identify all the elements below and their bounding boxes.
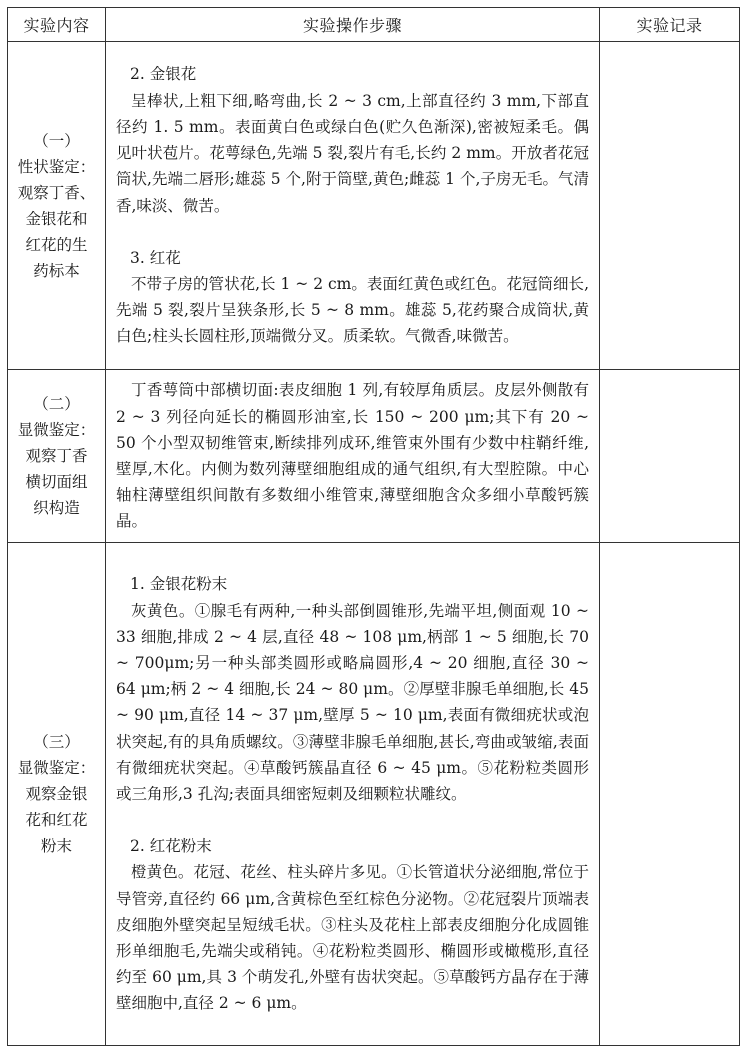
section-text: 呈棒状,上粗下细,略弯曲,长 2 ~ 3 cm,上部直径约 3 mm,下部直径约 1. 5 mm。表面黄白色或绿白色(贮久色渐深),密被短柔毛。偶见叶状苞片。花萼绿色,先端 5 裂,裂片有毛,长约 2 mm。开放者花冠筒状,先端二唇形;雄蕊 5 个,附于筒壁,黄色;雌蕊 1 个,子房无毛。气清香,味淡、微苦。 (116, 91, 589, 215)
row-label (8, 543, 106, 1046)
steps-cell (106, 370, 600, 543)
table-row (8, 370, 740, 543)
record-cell[interactable] (600, 370, 740, 543)
header-content: 实验内容 (8, 8, 106, 42)
section-title: 2. 金银花 (130, 65, 197, 84)
section-text: 不带子房的管状花,长 1 ~ 2 cm。表面红黄色或红色。花冠筒细长,先端 5 裂,裂片呈狭条形,长 5 ~ 8 mm。雄蕊 5,花药聚合成筒状,黄白色;柱头长圆柱形,顶端微分叉。质柔软。气微香,味微苦。 (116, 274, 589, 346)
section-title: 3. 红花 (130, 248, 181, 267)
steps-cell (106, 42, 600, 370)
row-label (8, 42, 106, 370)
table-row (8, 543, 740, 1046)
section-text: 橙黄色。花冠、花丝、柱头碎片多见。①长管道状分泌细胞,常位于导管旁,直径约 66 μm,含黄棕色至红棕色分泌物。②花冠裂片顶端表皮细胞外壁突起呈短绒毛状。③柱头及花柱上部表皮细胞分化成圆锥形单细胞毛,先端尖或稍钝。④花粉粒类圆形、椭圆形或橄榄形,直径约至 60 μm,具 3 个萌发孔,外壁有齿状突起。⑤草酸钙方晶存在于薄壁细胞中,直径 2 ~ 6 μm。 (116, 863, 589, 1013)
record-cell[interactable] (600, 543, 740, 1046)
row-label-text: （一） 性状鉴定： 观察丁香、 金银花和 红花的生 药标本 (17, 131, 96, 280)
section-text: 灰黄色。①腺毛有两种,一种头部倒圆锥形,先端平坦,侧面观 10 ~ 33 细胞,排成 2 ~ 4 层,直径 48 ~ 108 μm,柄部 1 ~ 5 细胞,长 70 ~ 700μm;另一种头部类圆形或略扁圆形,4 ~ 20 细胞,直径 30 ~ 64 μm;柄 2 ~ 4 细胞,长 24 ~ 80 μm。②厚壁非腺毛单细胞,长 45 ~ 90 μm,直径 14 ~ 37 μm,壁厚 5 ~ 10 μm,表面有微细疣状或泡状突起,有的具角质螺纹。③薄壁非腺毛单细胞,甚长,弯曲或皱缩,表面有微细疣状突起。④草酸钙簇晶直径 6 ~ 45 μm。⑤花粉粒类圆形或三角形,3 孔沟;表面具细密短刺及细颗粒状雕纹。 (116, 601, 589, 803)
table-header-row (8, 8, 740, 42)
section-title: 2. 红花粉末 (130, 837, 212, 856)
experiment-table (7, 7, 740, 1046)
row-label (8, 370, 106, 543)
steps-cell (106, 543, 600, 1046)
record-cell[interactable] (600, 42, 740, 370)
header-steps: 实验操作步骤 (106, 8, 600, 42)
table-row (8, 42, 740, 370)
header-record: 实验记录 (600, 8, 740, 42)
section-text: 丁香萼筒中部横切面:表皮细胞 1 列,有较厚角质层。皮层外侧散有 2 ~ 3 列径向延长的椭圆形油室,长 150 ~ 200 μm;其下有 20 ~ 50 个小型双韧维管束,断续排列成环,维管束外围有少数中柱鞘纤维,壁厚,木化。内侧为数列薄壁细胞组成的通气组织,有大型腔隙。中心轴柱薄壁组织间散有多数细小维管束,薄壁细胞含众多细小草酸钙簇晶。 (116, 381, 589, 531)
row-label-text: （三） 显微鉴定： 观察金银 花和红花 粉末 (17, 733, 96, 855)
section-title: 1. 金银花粉末 (130, 575, 228, 594)
row-label-text: （二） 显微鉴定： 观察丁香 横切面组 织构造 (17, 395, 96, 517)
